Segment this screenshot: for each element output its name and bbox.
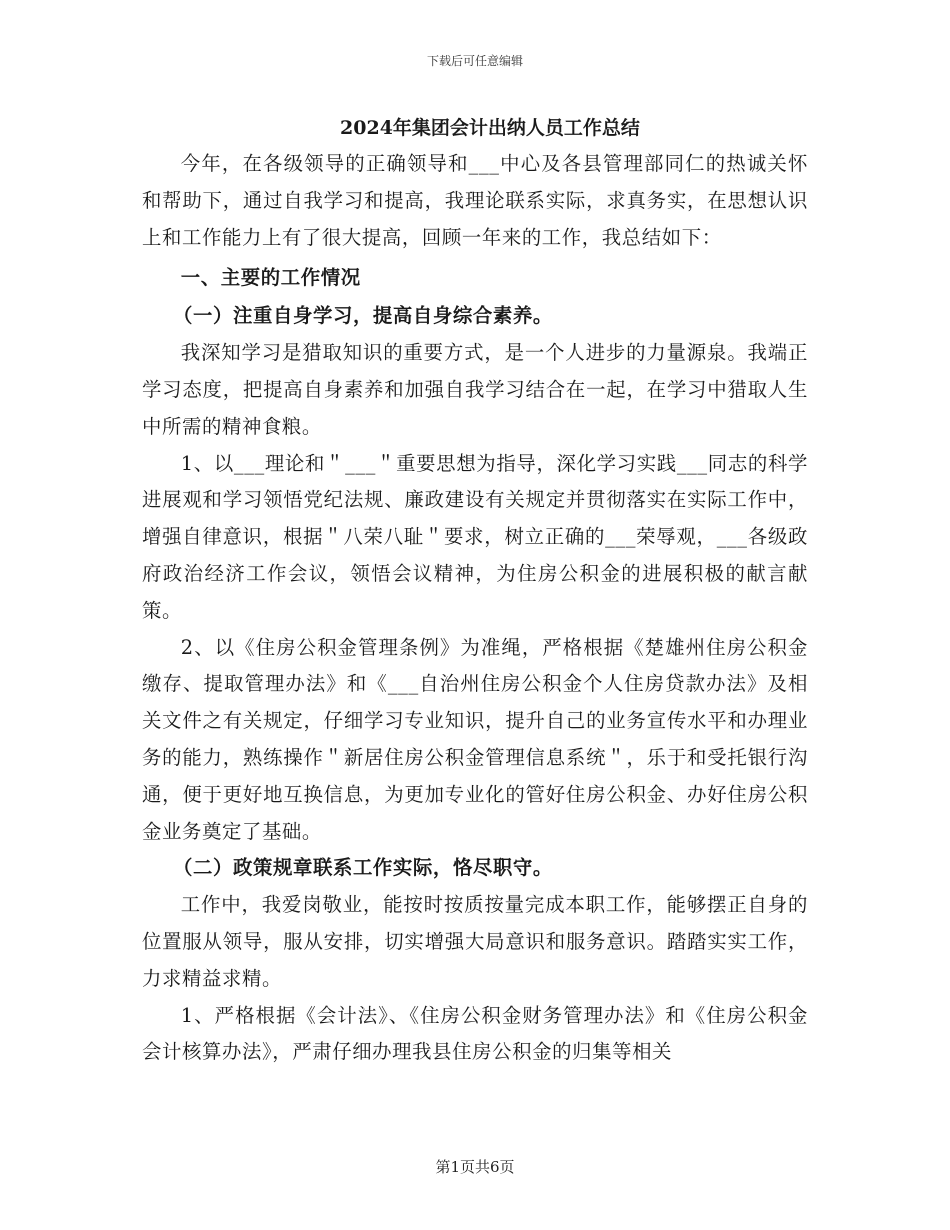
document-title: 2024年集团会计出纳人员工作总结 (340, 117, 640, 139)
document-body (142, 112, 808, 1071)
self-study-item-2: 2、以《住房公积金管理条例》为准绳，严格根据《楚雄州住房公积金缴存、提取管理办法》和《___自治州住房公积金个人住房贷款办法》及相关文件之有关规定，仔细学习专业知识，提升自己的业务宣传水平和办理业务的能力，熟练操作＂新居住房公积金管理信息系统＂，乐于和受托银行沟通，便于更好地互换信息，为更加专业化的管好住房公积金、办好住房公积金业务奠定了基础。 (142, 635, 808, 843)
page-footer-number: 第1页共6页 (435, 1158, 515, 1176)
policy-practice-paragraph: 工作中，我爱岗敬业，能按时按质按量完成本职工作，能够摆正自身的位置服从领导，服从安排，切实增强大局意识和服务意识。踏踏实实工作，力求精益求精。 (142, 893, 808, 990)
self-study-paragraph: 我深知学习是猎取知识的重要方式，是一个人进步的力量源泉。我端正学习态度，把提高自身素养和加强自我学习结合在一起，在学习中猎取人生中所需的精神食粮。 (142, 341, 808, 438)
intro-paragraph: 今年，在各级领导的正确领导和___中心及各县管理部同仁的热诚关怀和帮助下，通过自我学习和提高，我理论联系实际，求真务实，在思想认识上和工作能力上有了很大提高，回顾一年来的工作，我总结如下： (142, 152, 808, 249)
self-study-item-1: 1、以___理论和＂___＂重要思想为指导，深化学习实践___同志的科学进展观和学习领悟党纪法规、廉政建设有关规定并贯彻落实在实际工作中，增强自律意识，根据＂八荣八耻＂要求，树立正确的___荣辱观，___各级政府政治经济工作会议，领悟会议精神，为住房公积金的进展积极的献言献策。 (142, 451, 808, 622)
section-heading-main-work: 一、主要的工作情况 (180, 266, 361, 290)
subsection-heading-policy-practice: （二）政策规章联系工作实际，恪尽职守。 (173, 856, 553, 880)
policy-practice-item-1: 1、严格根据《会计法》、《住房公积金财务管理办法》和《住房公积金会计核算办法》，严肃仔细办理我县住房公积金的归集等相关 (142, 1003, 808, 1064)
subsection-heading-self-study: （一）注重自身学习，提高自身综合素养。 (173, 304, 553, 328)
page-header-note: 下载后可任意编辑 (426, 54, 523, 68)
